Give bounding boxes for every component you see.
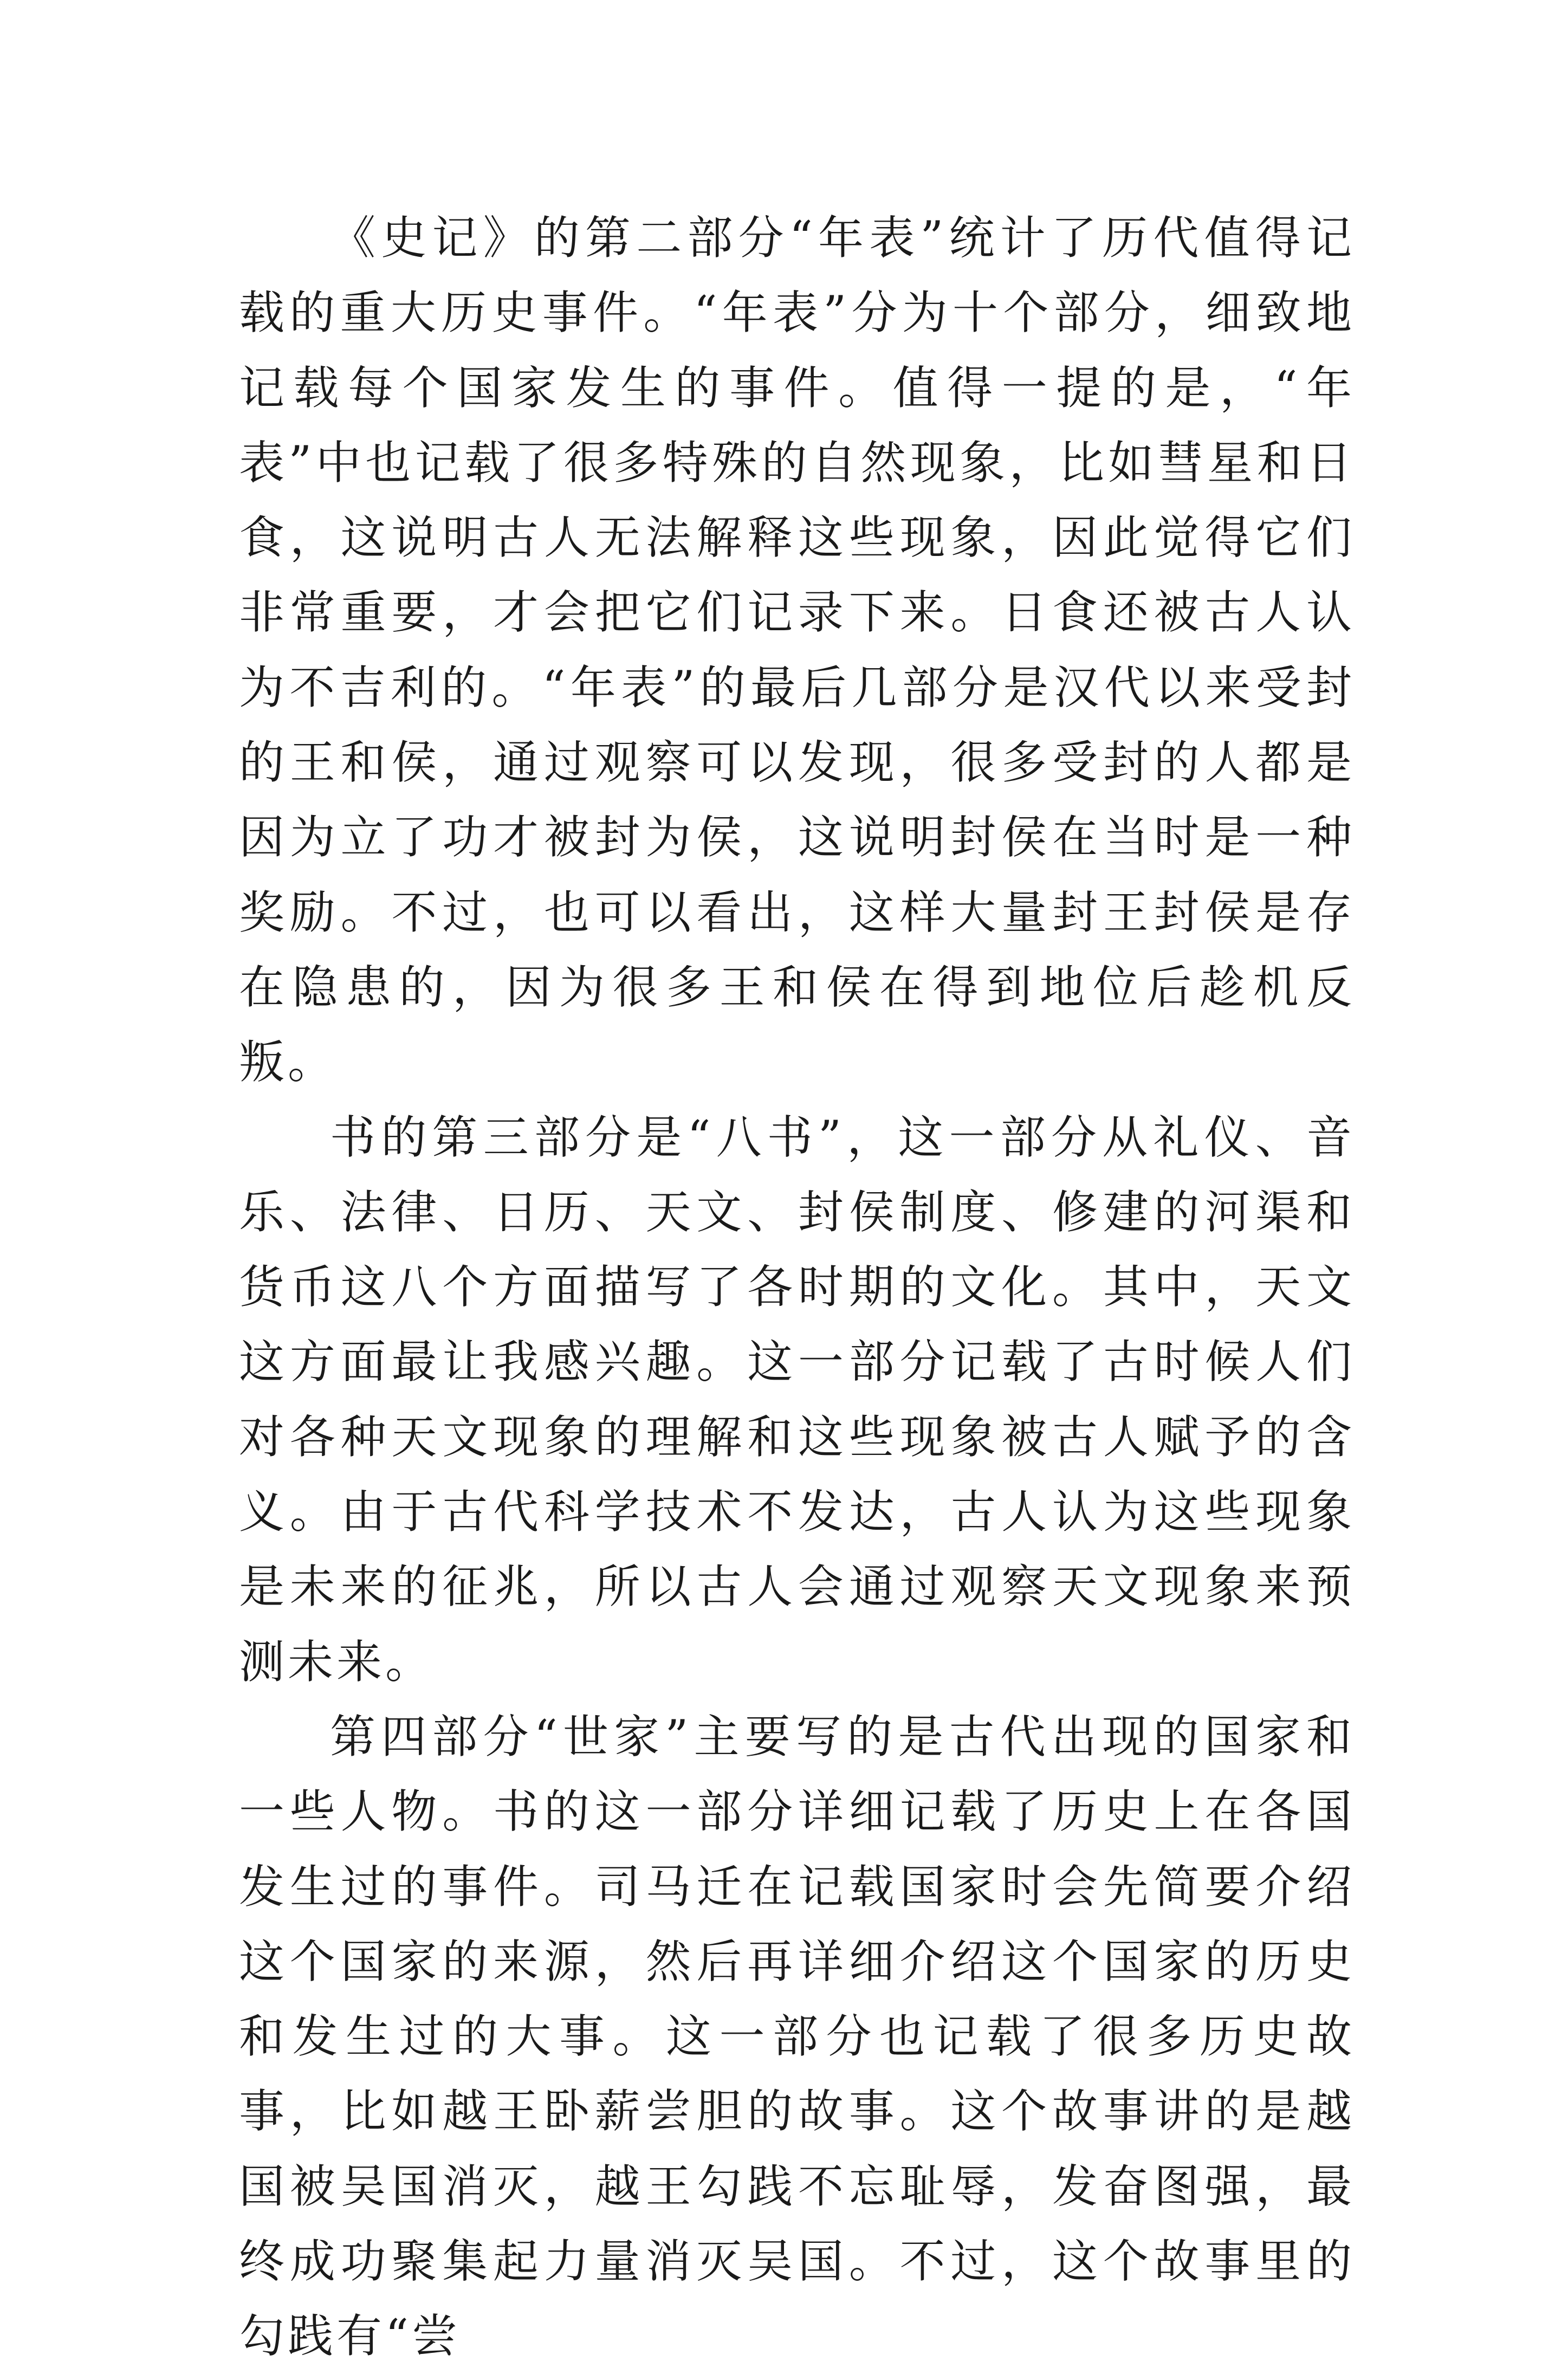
paragraph-nianbiao: 《史记》的第二部分“年表”统计了历代值得记载的重大历史事件。“年表”分为十个部分，细致地记载每个国家发生的事件。值得一提的是，“年表”中也记载了很多特殊的自然现象，比如彗星和日食，这说明古人无法解释这些现象，因此觉得它们非常重要，才会把它们记录下来。日食还被古人认为不吉利的。“年表”的最后几部分是汉代以来受封的王和侯，通过观察可以发现，很多受封的人都是因为立了功才被封为侯，这说明封侯在当时是一种奖励。不过，也可以看出，这样大量封王封侯是存在隐患的，因为很多王和侯在得到地位后趁机反叛。 bbox=[239, 211, 1355, 1089]
paragraph-bashu: 书的第三部分是“八书”，这一部分从礼仪、音乐、法律、日历、天文、封侯制度、修建的河渠和货币这八个方面描写了各时期的文化。其中，天文这方面最让我感兴趣。这一部分记载了古时候人们对各种天文现象的理解和这些现象被古人赋予的含义。由于古代科学技术不发达，古人认为这些现象是未来的征兆，所以古人会通过观察天文现象来预测未来。 bbox=[239, 1110, 1355, 1689]
paragraph-shijia: 第四部分“世家”主要写的是古代出现的国家和一些人物。书的这一部分详细记载了历史上在各国发生过的事件。司马迁在记载国家时会先简要介绍这个国家的来源，然后再详细介绍这个国家的历史和发生过的大事。这一部分也记载了很多历史故事，比如越王卧薪尝胆的故事。这个故事讲的是越国被吴国消灭，越王勾践不忘耻辱，发奋图强，最终成功聚集起力量消灭吴国。不过，这个故事里的勾践有“尝 bbox=[239, 1710, 1355, 2363]
document-body bbox=[239, 200, 1355, 2374]
